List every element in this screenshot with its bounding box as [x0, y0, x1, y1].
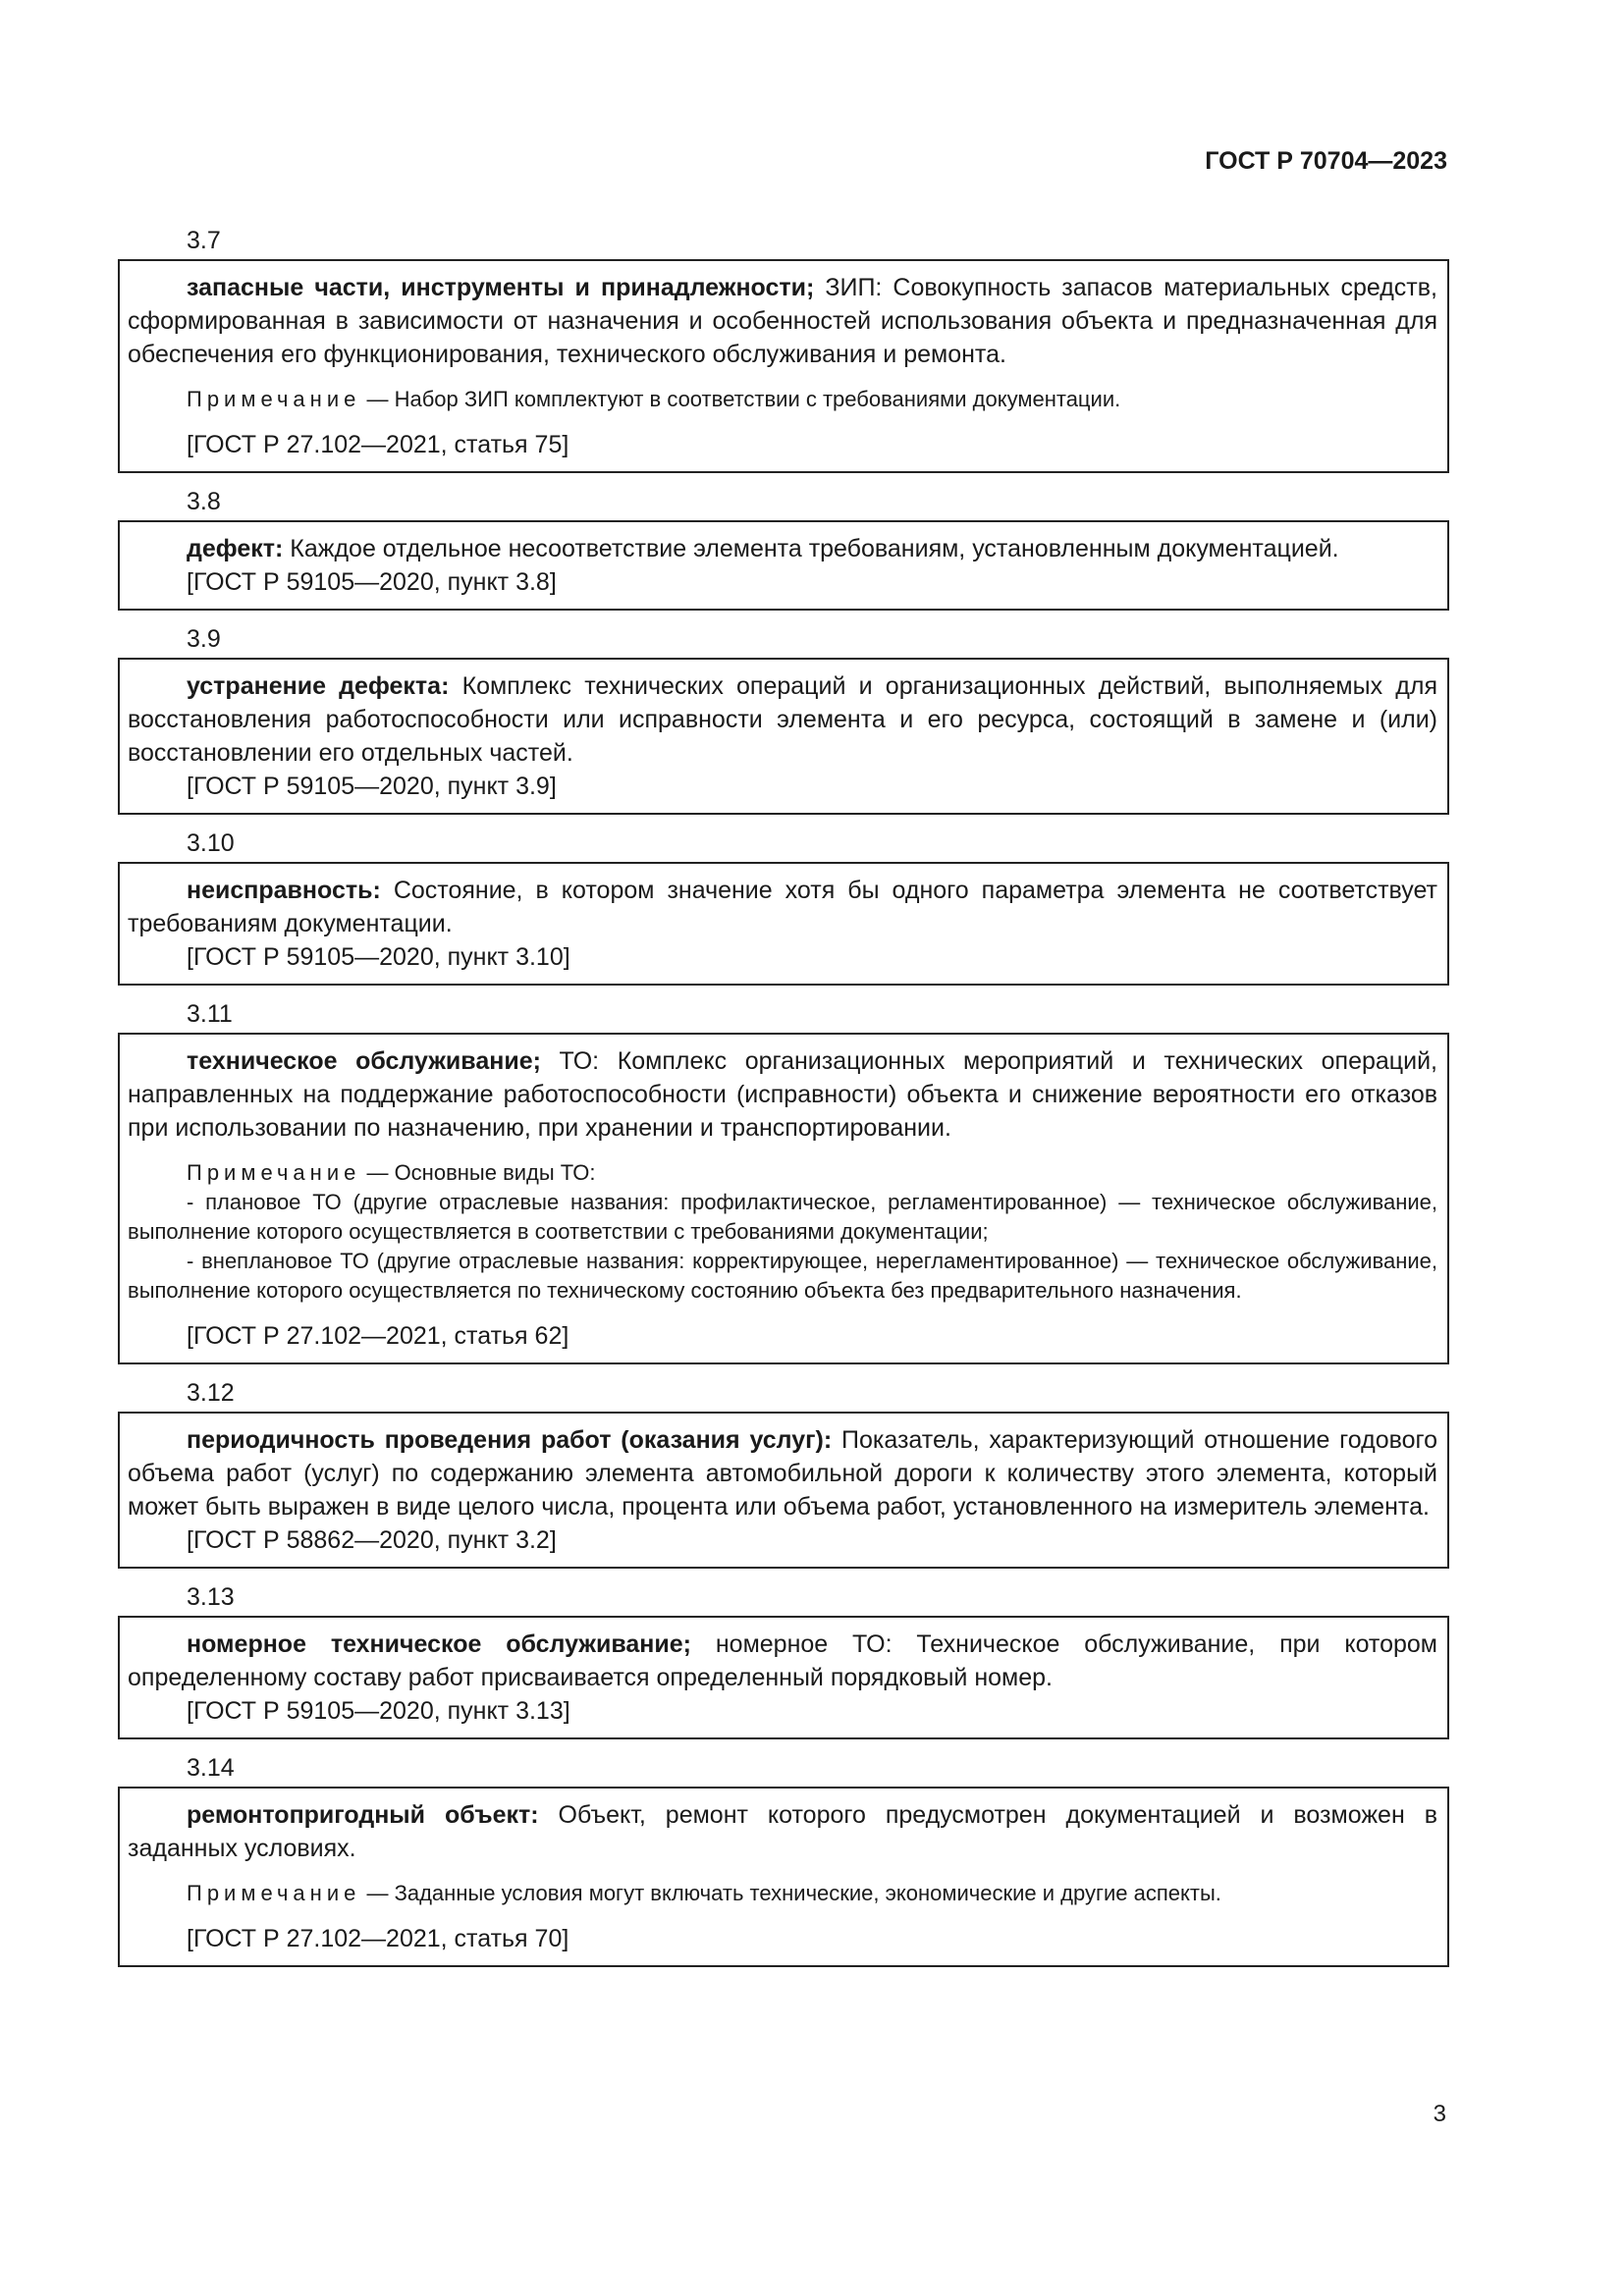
- term-entry: [118, 1751, 1449, 1967]
- definition-text: ТО: Комплекс организационных мероприятий и технических операций, направленных на поддержание работоспособности (исправности) объекта и снижение вероятности его отказов при использовании по назначению, при хранении и транспортировании.: [128, 1047, 1437, 1142]
- term-number: 3.8: [187, 488, 221, 515]
- term-name: техническое обслуживание;: [187, 1047, 541, 1075]
- document-code: ГОСТ Р 70704—2023: [1205, 147, 1447, 175]
- term-box: [118, 520, 1449, 611]
- term-name: устранение дефекта:: [187, 672, 450, 700]
- term-definition: [128, 1423, 1437, 1523]
- term-name: ремонтопригодный объект:: [187, 1801, 539, 1829]
- term-entry: [118, 827, 1449, 986]
- term-number: 3.13: [187, 1583, 235, 1611]
- term-source: [ГОСТ Р 59105—2020, пункт 3.10]: [187, 943, 570, 971]
- note-text: — Набор ЗИП комплектуют в соответствии с требованиями документации.: [360, 387, 1121, 411]
- term-source: [ГОСТ Р 59105—2020, пункт 3.13]: [187, 1697, 570, 1725]
- term-number: 3.7: [187, 227, 221, 254]
- term-source: [ГОСТ Р 27.102—2021, статья 75]: [187, 431, 569, 458]
- term-name: периодичность проведения работ (оказания услуг):: [187, 1426, 833, 1454]
- term-name: неисправность:: [187, 877, 381, 904]
- term-name: запасные части, инструменты и принадлежности;: [187, 274, 815, 301]
- term-name: номерное техническое обслуживание;: [187, 1630, 692, 1658]
- term-number: 3.12: [187, 1379, 235, 1407]
- term-definition: [128, 532, 1437, 565]
- term-box: [118, 658, 1449, 815]
- term-entry: [118, 224, 1449, 473]
- term-source: [ГОСТ Р 27.102—2021, статья 62]: [187, 1322, 569, 1350]
- note-label: Примечание: [187, 1160, 361, 1185]
- note-label: Примечание: [187, 1881, 361, 1905]
- term-name: дефект:: [187, 535, 284, 562]
- term-number: 3.10: [187, 829, 235, 857]
- term-box: [118, 1616, 1449, 1739]
- definition-text: Состояние, в котором значение хотя бы одного параметра элемента не соответствует требованиям документации.: [128, 877, 1437, 937]
- term-source: [ГОСТ Р 59105—2020, пункт 3.8]: [187, 568, 557, 596]
- definition-text: ЗИП: Совокупность запасов материальных средств, сформированная в зависимости от назначения и особенностей использования объекта и предназначенная для обеспечения его функционирования, технического обслуживания и ремонта.: [128, 274, 1437, 368]
- term-definition: [128, 271, 1437, 371]
- term-box: [118, 1033, 1449, 1364]
- term-definition: [128, 1798, 1437, 1865]
- term-box: [118, 1787, 1449, 1967]
- term-entry: [118, 485, 1449, 611]
- term-definition: [128, 874, 1437, 940]
- definition-text: Каждое отдельное несоответствие элемента требованиям, установленным документацией.: [283, 535, 1339, 562]
- term-entry: [118, 622, 1449, 815]
- definition-text: Показатель, характеризующий отношение годового объема работ (услуг) по содержанию элемента автомобильной дороги к количеству этого элемента, который может быть выражен в виде целого числа, процента или объема работ, установленного на измеритель элемента.: [128, 1426, 1437, 1521]
- term-entry: [118, 1580, 1449, 1739]
- term-number: 3.9: [187, 625, 221, 653]
- term-entry: [118, 1376, 1449, 1569]
- term-source: [ГОСТ Р 27.102—2021, статья 70]: [187, 1925, 569, 1952]
- term-box: [118, 1412, 1449, 1569]
- term-note: [128, 385, 1437, 414]
- term-definition: [128, 669, 1437, 770]
- note-list-item: - внеплановое ТО (другие отраслевые названия: корректирующее, нерегламентированное) — техническое обслуживание, выполнение которого осуществляется по техническому состоянию объекта без предварительного назначения.: [128, 1249, 1437, 1303]
- term-definition: [128, 1628, 1437, 1694]
- note-text: — Основные виды ТО:: [360, 1160, 596, 1185]
- term-number: 3.11: [187, 1000, 233, 1028]
- term-definition: [128, 1044, 1437, 1145]
- note-label: Примечание: [187, 387, 361, 411]
- term-box: [118, 259, 1449, 473]
- term-source: [ГОСТ Р 59105—2020, пункт 3.9]: [187, 773, 557, 800]
- page-number: 3: [1433, 2101, 1446, 2127]
- term-box: [118, 862, 1449, 986]
- note-list-item: - плановое ТО (другие отраслевые названия: профилактическое, регламентированное) — техническое обслуживание, выполнение которого осуществляется в соответствии с требованиями документации;: [128, 1190, 1437, 1244]
- definition-text: Объект, ремонт которого предусмотрен документацией и возможен в заданных условиях.: [128, 1801, 1437, 1862]
- note-text: — Заданные условия могут включать технические, экономические и другие аспекты.: [360, 1881, 1221, 1905]
- definition-text: номерное ТО: Техническое обслуживание, при котором определенному составу работ присваивается определенный порядковый номер.: [128, 1630, 1437, 1691]
- term-note: [128, 1158, 1437, 1306]
- term-number: 3.14: [187, 1754, 235, 1782]
- term-note: [128, 1879, 1437, 1908]
- definition-text: Комплекс технических операций и организационных действий, выполняемых для восстановления работоспособности или исправности элемента и его ресурса, состоящий в замене и (или) восстановлении его отдельных частей.: [128, 672, 1437, 767]
- term-source: [ГОСТ Р 58862—2020, пункт 3.2]: [187, 1526, 557, 1554]
- term-entry: [118, 997, 1449, 1364]
- terms-list: [118, 224, 1449, 1979]
